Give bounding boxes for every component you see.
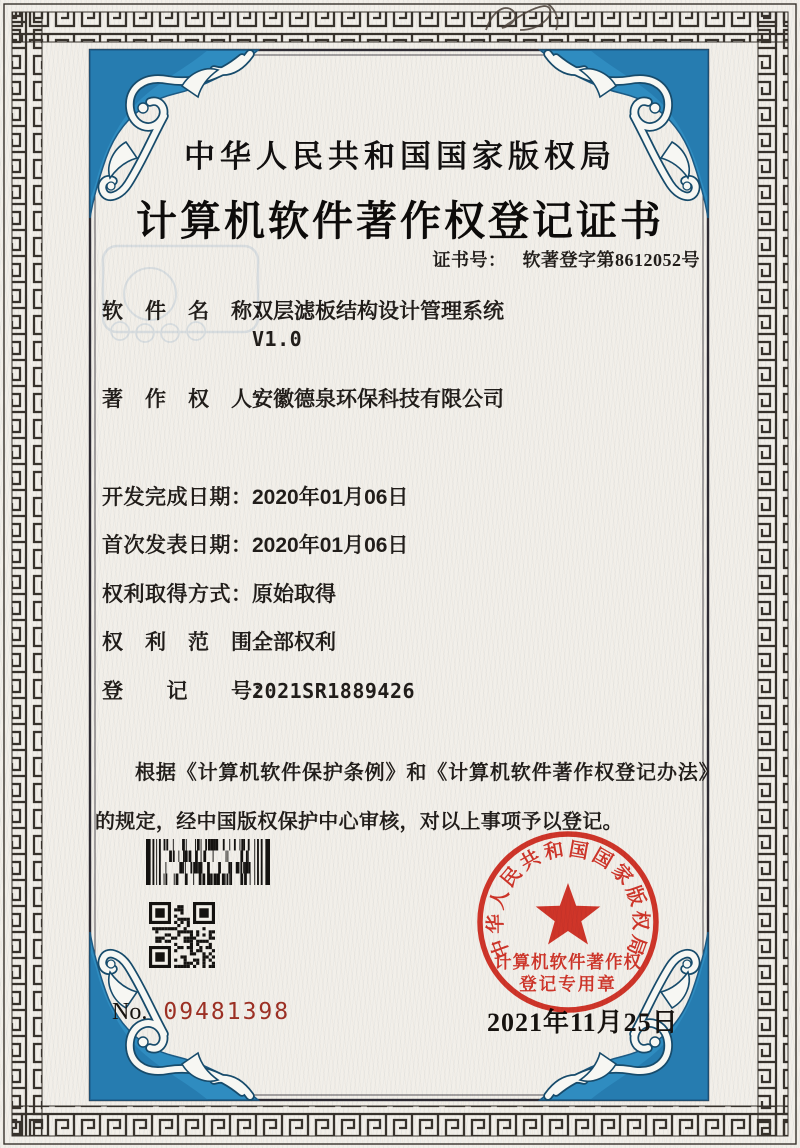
registration-statement: 根据《计算机软件保护条例》和《计算机软件著作权登记办法》的规定，经中国版权保护中心审核，对以上事项予以登记。 [95, 762, 719, 833]
seal-star-icon [536, 883, 601, 945]
field-label: 权利取得方式： [102, 583, 253, 606]
serial-number-line [112, 999, 290, 1026]
certificate-number-value: 软著登字第8612052号 [522, 250, 700, 270]
serial-number: 09481398 [163, 999, 291, 1025]
certificate-title: 计算机软件著作权登记证书 [136, 198, 664, 244]
field-value: 2020年01月06日 [252, 534, 409, 557]
serial-label: No. [112, 999, 148, 1025]
field-registration-number [102, 675, 415, 705]
seal-line1: 计算机软件著作权 [494, 952, 642, 972]
field-label: 开发完成日期： [102, 486, 253, 509]
seal-line2: 登记专用章 [519, 974, 617, 994]
field-rights-acquisition-method [102, 578, 336, 608]
field-software-name [102, 295, 504, 325]
field-value: 双层滤板结构设计管理系统 [252, 300, 504, 323]
field-value: 全部权利 [252, 631, 336, 654]
certificate-number-label: 证书号： [432, 250, 507, 270]
issuing-authority: 中华人民共和国国家版权局 [184, 139, 616, 174]
field-label: 首次发表日期： [102, 534, 253, 557]
qr-code [149, 902, 215, 968]
field-first-publication-date [102, 529, 408, 559]
field-label: 著 作 权 人： [102, 388, 274, 411]
field-label: 软 件 名 称： [102, 300, 274, 323]
field-label: 登 记 号： [102, 680, 274, 703]
field-value: 原始取得 [252, 583, 336, 606]
field-software-version: V1.0 [252, 327, 303, 351]
field-development-completed-date [102, 481, 408, 511]
field-value: 安徽德泉环保科技有限公司 [252, 388, 504, 411]
field-value: 2020年01月06日 [252, 486, 409, 509]
field-label: 权 利 范 围： [102, 631, 274, 654]
field-value: 2021SR1889426 [252, 679, 416, 703]
seal-ring-text: 中华人民共和国国家版权局 [485, 839, 651, 962]
field-scope-of-rights [102, 626, 336, 656]
certificate-number [433, 246, 701, 272]
field-copyright-owner [102, 383, 504, 413]
official-seal [473, 827, 663, 1017]
pdf417-barcode [146, 839, 270, 885]
issue-date: 2021年11月25日 [487, 1008, 679, 1037]
